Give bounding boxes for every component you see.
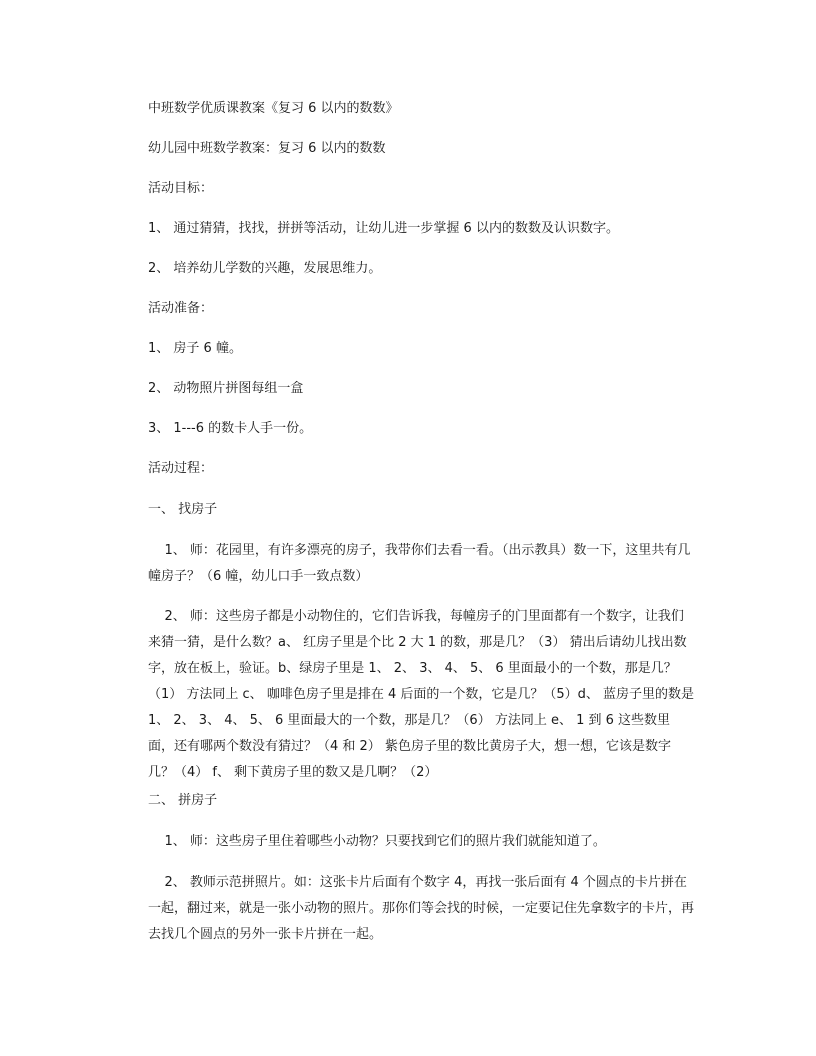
goal-item: 2、 培养幼儿学数的兴趣，发展思维力。 bbox=[148, 261, 382, 276]
section-heading: 一、 找房子 bbox=[148, 502, 218, 517]
paragraph: 2、 师：这些房子都是小动物住的，它们告诉我，每幢房子的门里面都有一个数字，让我们来猜一猜，是什么数？a、 红房子里是个比 2 大 1 的数，那是几？（3） 猜出后请幼儿找出数字，放在板上，验证。b、绿房子里是 1、 2、 3、 4、 5、 6 里面最小的一个数，那是几？（1） 方法同上 c、 咖啡色房子里是排在 4 后面的一个数，它是几？（5）d、 蓝房子里的数是 1、 2、 3、 4、 5、 6 里面最大的一个数，那是几？（6） 方法同上 e、 1 到 6 这些数里面，还有哪两个数没有猜过？（4 和 2） 紫色房子里的数比黄房子大，想一想，它该是数字几？（4） f、 剩下黄房子里的数又是几啊？（2） bbox=[148, 609, 699, 780]
document-title: 中班数学优质课教案《复习 6 以内的数数》 bbox=[148, 101, 399, 116]
goals-heading: 活动目标： bbox=[148, 181, 214, 196]
prep-item: 3、 1---6 的数卡人手一份。 bbox=[148, 421, 313, 436]
goal-item: 1、 通过猜猜，找找，拼拼等活动，让幼儿进一步掌握 6 以内的数数及认识数字。 bbox=[148, 221, 619, 236]
prep-item: 2、 动物照片拼图每组一盒 bbox=[148, 381, 304, 396]
paragraph: 1、 师：这些房子里住着哪些小动物？只要找到它们的照片我们就能知道了。 bbox=[148, 834, 606, 849]
prep-item: 1、 房子 6 幢。 bbox=[148, 341, 242, 356]
paragraph: 2、 教师示范拼照片。如：这张卡片后面有个数字 4，再找一张后面有 4 个圆点的卡片拼在一起，翻过来，就是一张小动物的照片。那你们等会找的时候，一定要记住先拿数字的卡片，再去找几个圆点的另外一张卡片拼在一起。 bbox=[148, 875, 695, 942]
process-heading: 活动过程： bbox=[148, 461, 214, 476]
paragraph: 1、 师：花园里，有许多漂亮的房子，我带你们去看一看。（出示教具）数一下，这里共有几幢房子？（6 幢，幼儿口手一致点数） bbox=[148, 543, 691, 584]
section-heading: 二、 拼房子 bbox=[148, 793, 218, 808]
document-subtitle: 幼儿园中班数学教案：复习 6 以内的数数 bbox=[148, 141, 386, 156]
prep-heading: 活动准备： bbox=[148, 301, 214, 316]
